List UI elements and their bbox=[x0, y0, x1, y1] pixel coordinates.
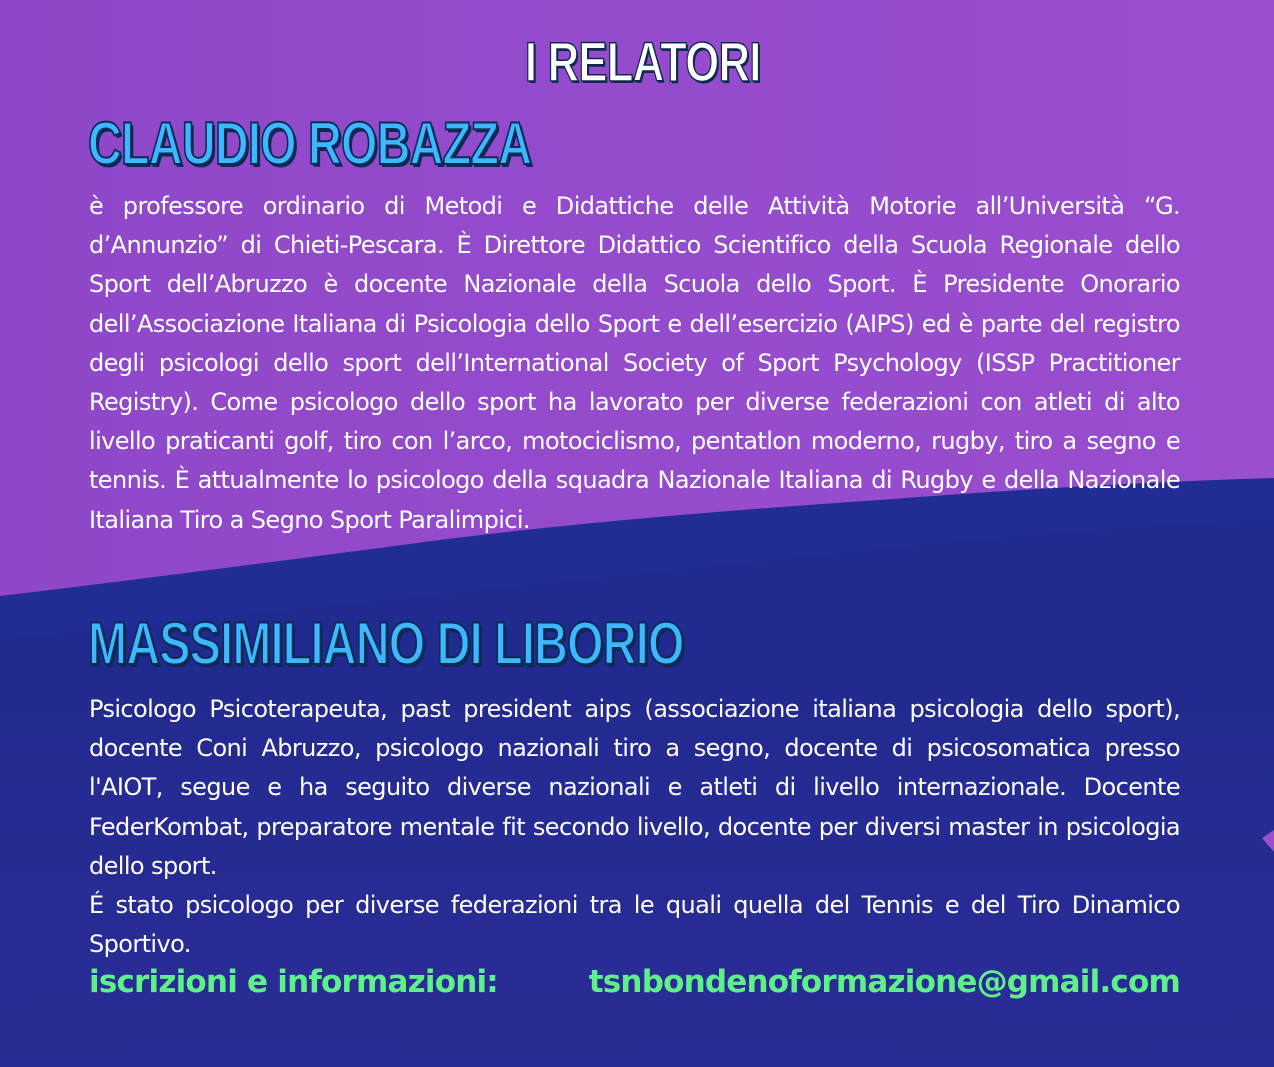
page-title: I RELATORI bbox=[524, 30, 761, 93]
speaker-name-di-liborio: MASSIMILIANO DI LIBORIO bbox=[88, 610, 684, 677]
contact-footer bbox=[89, 960, 1180, 1004]
speaker-bio-di-liborio: Psicologo Psicoterapeuta, past president aips (associazione italiana psicologia dello sport), docente Coni Abruzzo, psicologo nazionali tiro a segno, docente di psicosomatica presso l'AIOT, segue e ha seguito diverse nazionali e atleti di livello internazionale. Docente FederKombat, preparatore mentale fit secondo livello, docente per diversi master in psicologia dello sport. bbox=[89, 695, 1180, 880]
contact-label: iscrizioni e informazioni: bbox=[89, 964, 498, 1000]
speaker-name-robazza: CLAUDIO ROBAZZA bbox=[88, 110, 532, 177]
speaker-bio-robazza: è professore ordinario di Metodi e Didattiche delle Attività Motorie all’Università “G. d’Annunzio” di Chieti-Pescara. È Direttore Didattico Scientifico della Scuola Regionale dello Sport dell’Abruzzo è docente Nazionale della Scuola dello Sport. È Presidente Onorario dell’Associazione Italiana di Psicologia dello Sport e dell’esercizio (AIPS) ed è parte del registro degli psicologi dello sport dell’International Society of Sport Psychology (ISSP Practitioner Registry). Come psicologo dello sport ha lavorato per diverse federazioni con atleti di alto livello praticanti golf, tiro con l’arco, motociclismo, pentatlon moderno, rugby, tiro a segno e tennis. È attualmente lo psicologo della squadra Nazionale Italiana di Rugby e della Nazionale Italiana Tiro a Segno Sport Paralimpici. bbox=[89, 192, 1180, 534]
contact-email-link[interactable]: tsnbondenoformazione@gmail.com bbox=[588, 964, 1180, 1000]
speaker-bio-di-liborio-extra: É stato psicologo per diverse federazioni tra le quali quella del Tennis e del Tiro Dinamico Sportivo. bbox=[89, 891, 1180, 959]
speaker-bio-di-liborio-block bbox=[89, 690, 1180, 964]
